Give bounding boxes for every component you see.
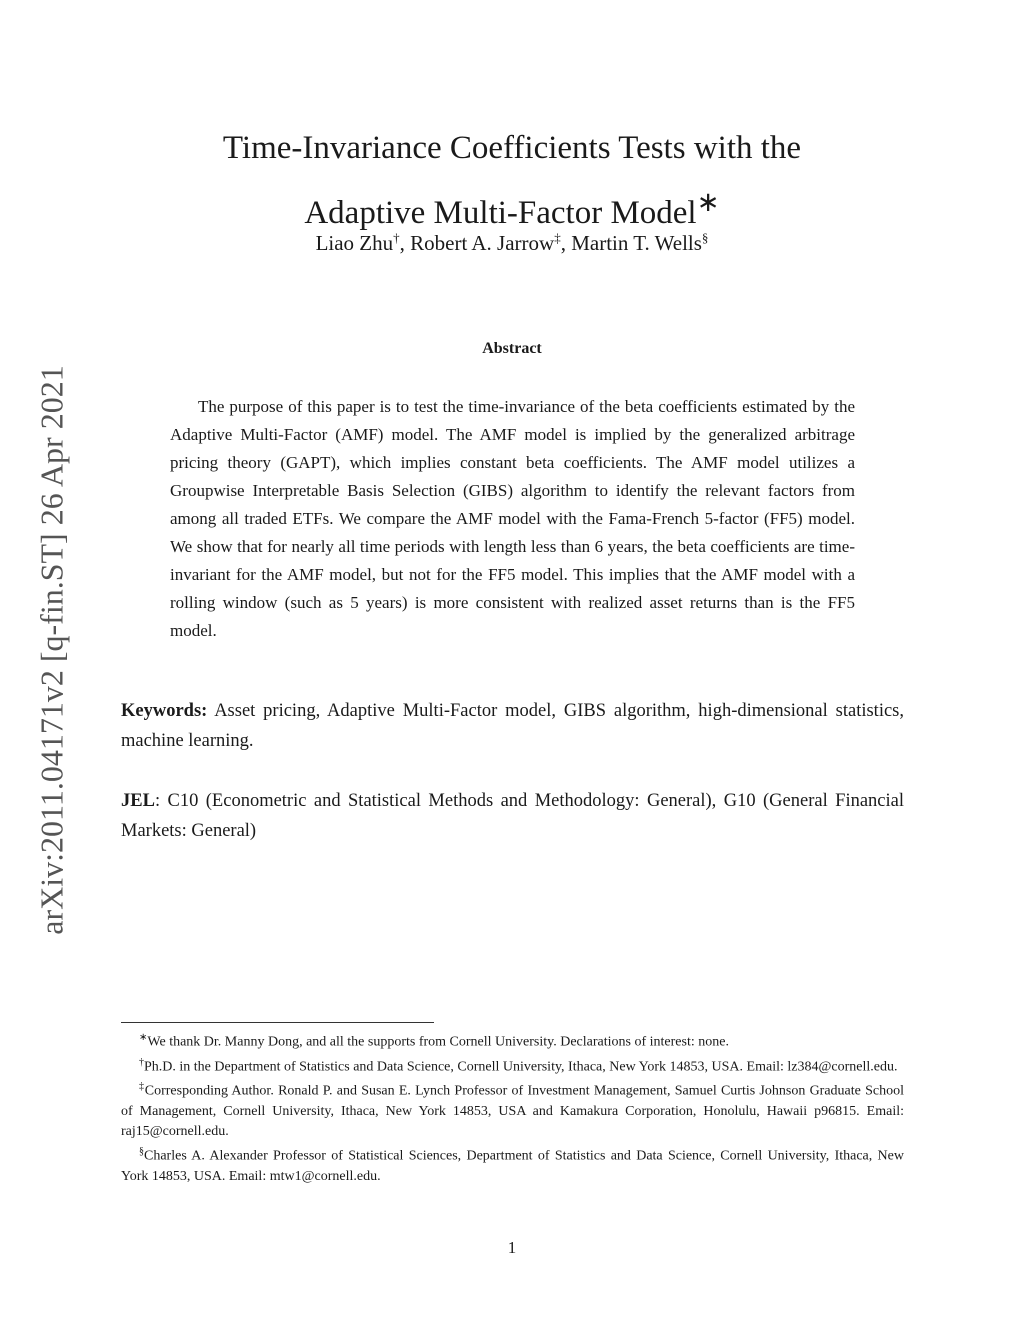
footnote-mark: ‡ (139, 1081, 145, 1093)
footnotes (121, 1028, 904, 1187)
author-name: Liao Zhu (315, 231, 394, 255)
author-separator: , (560, 231, 572, 255)
abstract-heading: Abstract (482, 340, 542, 357)
author (571, 231, 708, 255)
footnote-mark: § (139, 1145, 144, 1157)
footnote (121, 1077, 904, 1142)
footnote-divider (121, 1022, 434, 1023)
footnote (121, 1053, 904, 1078)
author (410, 231, 571, 255)
keywords-label: Keywords: (121, 700, 208, 721)
author-mark: § (701, 230, 709, 245)
jel-label: JEL (121, 790, 155, 811)
arxiv-sidebar-stamp (28, 300, 76, 1000)
arxiv-identifier: arXiv:2011.04171v2 [q-fin.ST] 26 Apr 2021 (33, 365, 70, 935)
title-footnote-mark: ∗ (696, 186, 720, 218)
author-name: Robert A. Jarrow (410, 231, 555, 255)
footnote-text: Ph.D. in the Department of Statistics and Data Science, Cornell University, Ithaca, New York 14853, USA. Email: lz384@cornell.edu. (144, 1059, 898, 1075)
author-list (0, 230, 1024, 256)
keywords-paragraph (121, 696, 904, 756)
jel-paragraph (121, 786, 904, 846)
page-number: 1 (507, 1238, 517, 1257)
footnote-text: Corresponding Author. Ronald P. and Susan E. Lynch Professor of Investment Management, Samuel Curtis Johnson Graduate School of Management, Cornell University, Ithaca, New York 14853, USA and Kamakura Corporation, Honolulu, Hawaii p96815. Email: raj15@cornell.edu. (121, 1083, 905, 1139)
author-name: Martin T. Wells (571, 231, 702, 255)
footnote (121, 1028, 904, 1053)
footnote-mark: ∗ (139, 1032, 148, 1043)
keywords-text: Asset pricing, Adaptive Multi-Factor model, GIBS algorithm, high-dimensional statistics, machine learning. (121, 700, 905, 751)
footnote-mark: † (139, 1056, 144, 1068)
footnote-text: Charles A. Alexander Professor of Statistical Sciences, Department of Statistics and Data Science, Cornell University, Ithaca, New York 14853, USA. Email: mtw1@cornell.edu. (121, 1148, 904, 1184)
title-line-2-text: Adaptive Multi-Factor Model (304, 195, 697, 232)
author-separator: , (399, 231, 411, 255)
title-line-1: Time-Invariance Coefficients Tests with the (222, 130, 802, 167)
footnote-text: We thank Dr. Manny Dong, and all the supports from Cornell University. Declarations of interest: none. (147, 1034, 729, 1050)
footnote (121, 1142, 904, 1187)
author-mark: † (393, 230, 400, 245)
abstract-text: The purpose of this paper is to test the time-invariance of the beta coefficients estimated by the Adaptive Multi-Factor (AMF) model. The AMF model is implied by the generalized arbitrage pricing theory (GAPT), which implies constant beta coefficients. The AMF model utilizes a Groupwise Interpretable Basis Selection (GIBS) algorithm to identify the relevant factors from among all traded ETFs. We compare the AMF model with the Fama-French 5-factor (FF5) model. We show that for nearly all time periods with length less than 6 years, the beta coefficients are time-invariant for the AMF model, but not for the FF5 model. This implies that the AMF model with a rolling window (such as 5 years) is more consistent with realized asset returns than is the FF5 model. (170, 397, 855, 640)
author-mark: ‡ (554, 230, 561, 245)
paper-title (0, 122, 1024, 240)
jel-text: : C10 (Econometric and Statistical Methods and Methodology: General), G10 (General Financial Markets: General) (121, 790, 904, 841)
author (316, 231, 411, 255)
